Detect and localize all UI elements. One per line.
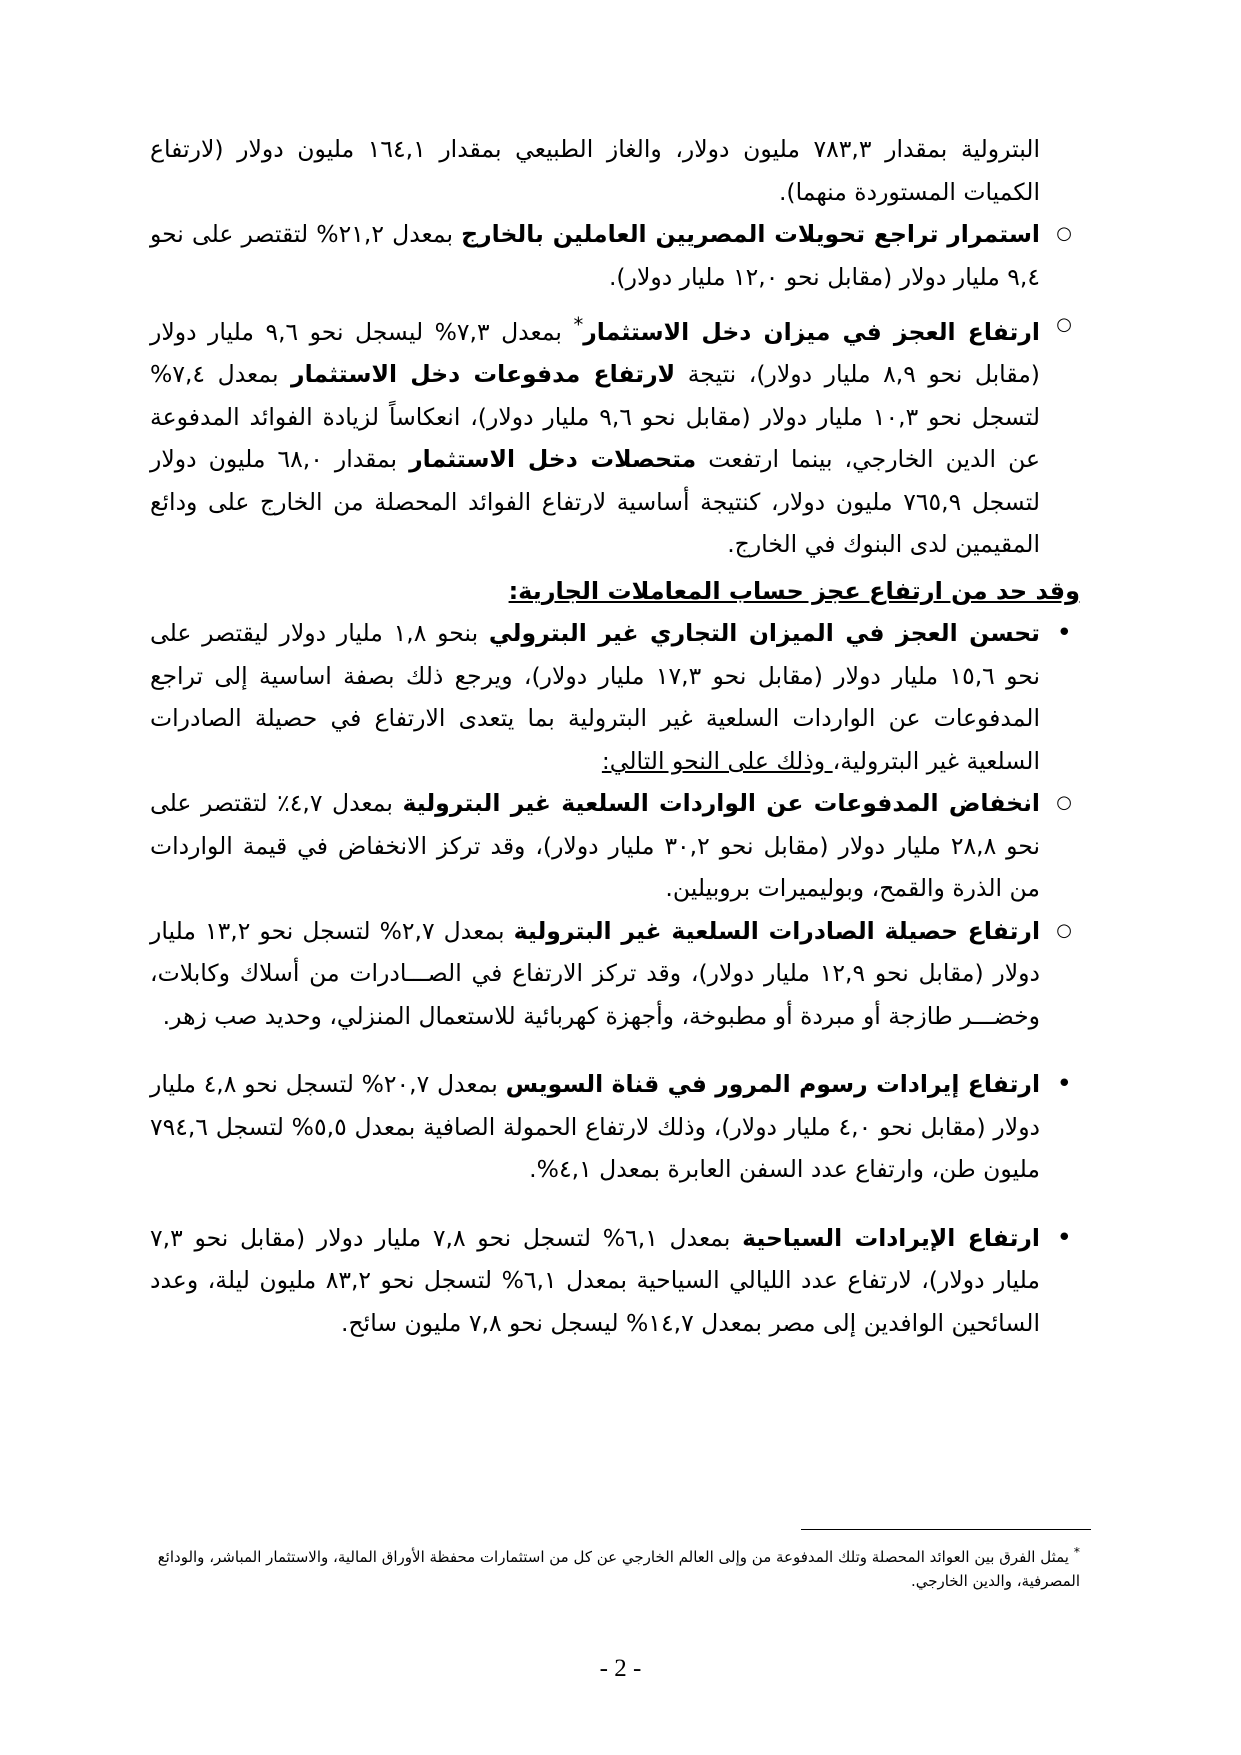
bold-phrase: تحسن العجز في الميزان التجاري غير البترولي bbox=[488, 619, 1040, 648]
bullet-icon: • bbox=[1056, 1222, 1072, 1253]
sub-item-investment-income bbox=[150, 304, 1080, 566]
sub-item-remittances bbox=[150, 213, 1080, 298]
item-text: بمقدار ٦٨,٠ مليون دولار لتسجل ٧٦٥,٩ مليون دولار، كنتيجة أساسية لارتفاع الفوائد المحصلة من الخارج على ودائع المقيمين لدى البنوك في الخارج. bbox=[150, 445, 1040, 559]
document-body bbox=[150, 128, 1080, 1344]
bullet-text bbox=[150, 1217, 1040, 1345]
spacer bbox=[150, 1037, 1080, 1063]
item-text: بمعدل ٧,٤% لتسجل نحو ١٠,٣ مليار دولار (مقابل نحو ٩,٦ مليار دولار)، انعكاساً لزيادة الفوائد المدفوعة عن الدين الخارجي، بينما ارتفعت bbox=[150, 360, 1041, 474]
circle-bullet-icon: ○ bbox=[1056, 919, 1072, 941]
sub-item-text bbox=[150, 910, 1040, 1038]
sub-item-text bbox=[150, 782, 1040, 910]
item-text: بمعدل ٦,١% لتسجل نحو ٧,٨ مليار دولار (مقابل نحو ٧,٣ مليار دولار)، لارتفاع عدد الليالي السياحية بمعدل ٦,١% لتسجل نحو ٨٣,٢ مليون ليلة، وعدد السائحين الوافدين إلى مصر بمعدل ١٤,٧% ليسجل نحو ٧,٨ مليون سائح. bbox=[150, 1223, 1040, 1337]
item-text: بمعدل ٢٠,٧% لتسجل نحو ٤,٨ مليار دولار (مقابل نحو ٤,٠ مليار دولار)، وذلك لارتفاع الحمولة الصافية بمعدل ٥,٥% لتسجل ٧٩٤,٦ مليون طن، وارتفاع عدد السفن العابرة بمعدل ٤,١%. bbox=[150, 1070, 1041, 1184]
bold-phrase: ارتفاع العجز في ميزان دخل الاستثمار bbox=[583, 317, 1040, 346]
bold-phrase: لارتفاع مدفوعات دخل الاستثمار bbox=[291, 360, 676, 389]
paragraph-text: البترولية بمقدار ٧٨٣,٣ مليون دولار، والغاز الطبيعي بمقدار ١٦٤,١ مليون دولار (لارتفاع الكميات المستوردة منهما). bbox=[150, 135, 1040, 206]
bold-phrase: استمرار تراجع تحويلات المصريين العاملين بالخارج bbox=[461, 220, 1040, 248]
bullet-item-suez-canal bbox=[150, 1063, 1080, 1191]
circle-bullet-icon: ○ bbox=[1056, 792, 1072, 814]
bullet-item-trade-balance bbox=[150, 612, 1080, 782]
sub-item-exports bbox=[150, 910, 1080, 1038]
item-text: بمعدل ٤,٧٪ لتقتصر على نحو ٢٨,٨ مليار دولار (مقابل نحو ٣٠,٢ مليار دولار)، وقد تركز الانخفاض في قيمة الواردات من الذرة والقمح، وبوليميرات بروبيلين. bbox=[150, 789, 1040, 903]
bold-phrase: انخفاض المدفوعات عن الواردات السلعية غير البترولية bbox=[402, 789, 1040, 818]
bold-phrase: ارتفاع إيرادات رسوم المرور في قناة السويس bbox=[505, 1070, 1041, 1099]
sub-item-imports bbox=[150, 782, 1080, 910]
paragraph-continuation bbox=[150, 128, 1080, 213]
item-text: بنحو ١,٨ مليار دولار ليقتصر على نحو ١٥,٦ مليار دولار (مقابل نحو ١٧,٣ مليار دولار)، ويرجع ذلك بصفة اساسية إلى تراجع المدفوعات عن الواردات السلعية غير البترولية بما يتعدى الارتفاع في حصيلة الصادرات السلعية غير البترولية، bbox=[150, 619, 1040, 775]
bullet-icon: • bbox=[1056, 618, 1072, 649]
bold-phrase: ارتفاع الإيرادات السياحية bbox=[742, 1223, 1040, 1252]
underlined-phrase: وذلك على النحو التالي: bbox=[601, 746, 833, 775]
footnote-text: يمثل الفرق بين العوائد المحصلة وتلك المدفوعة من وإلى العالم الخارجي عن كل من استثمارات محفظة الأوراق المالية، والاستثمار المباشر، والودائع المصرفية، والدين الخارجي. bbox=[157, 1548, 1080, 1590]
item-text: بمعدل ٧,٣% ليسجل نحو ٩,٦ مليار دولار (مقابل نحو ٨,٩ مليار دولار)، نتيجة bbox=[150, 317, 1040, 389]
section-heading: وقد حد من ارتفاع عجز حساب المعاملات الجارية: bbox=[508, 576, 1080, 605]
bullet-icon: • bbox=[1056, 1069, 1072, 1100]
sub-item-text bbox=[150, 304, 1040, 566]
footnote-divider bbox=[801, 1529, 1091, 1530]
page-number: - 2 - bbox=[599, 1655, 642, 1682]
bold-phrase: متحصلات دخل الاستثمار bbox=[409, 445, 697, 474]
circle-bullet-icon: ○ bbox=[1056, 223, 1072, 244]
item-text: بمعدل ٢,٧% لتسجل نحو ١٣,٢ مليار دولار (مقابل نحو ١٢,٩ مليار دولار)، وقد تركز الارتفاع في الصـــادرات من أسلاك وكابلات، وخضـــر طازجة أو مبردة أو مطبوخة، وأجهزة كهربائية للاستعمال المنزلي، وحديد صب زهر. bbox=[150, 916, 1040, 1030]
bullet-text bbox=[150, 612, 1040, 782]
footnote-ref: * bbox=[573, 313, 584, 336]
bullet-item-tourism bbox=[150, 1217, 1080, 1345]
footnote bbox=[150, 1540, 1080, 1593]
sub-item-text bbox=[150, 213, 1040, 298]
bullet-text bbox=[150, 1063, 1040, 1191]
footnote-star: * bbox=[1073, 1544, 1080, 1559]
bold-phrase: ارتفاع حصيلة الصادرات السلعية غير البترولية bbox=[513, 916, 1040, 945]
item-text: بمعدل ٢١,٢% لتقتصر على نحو ٩,٤ مليار دولار (مقابل نحو ١٢,٠ مليار دولار). bbox=[150, 220, 1040, 291]
circle-bullet-icon: ○ bbox=[1056, 314, 1072, 335]
spacer bbox=[150, 1191, 1080, 1217]
